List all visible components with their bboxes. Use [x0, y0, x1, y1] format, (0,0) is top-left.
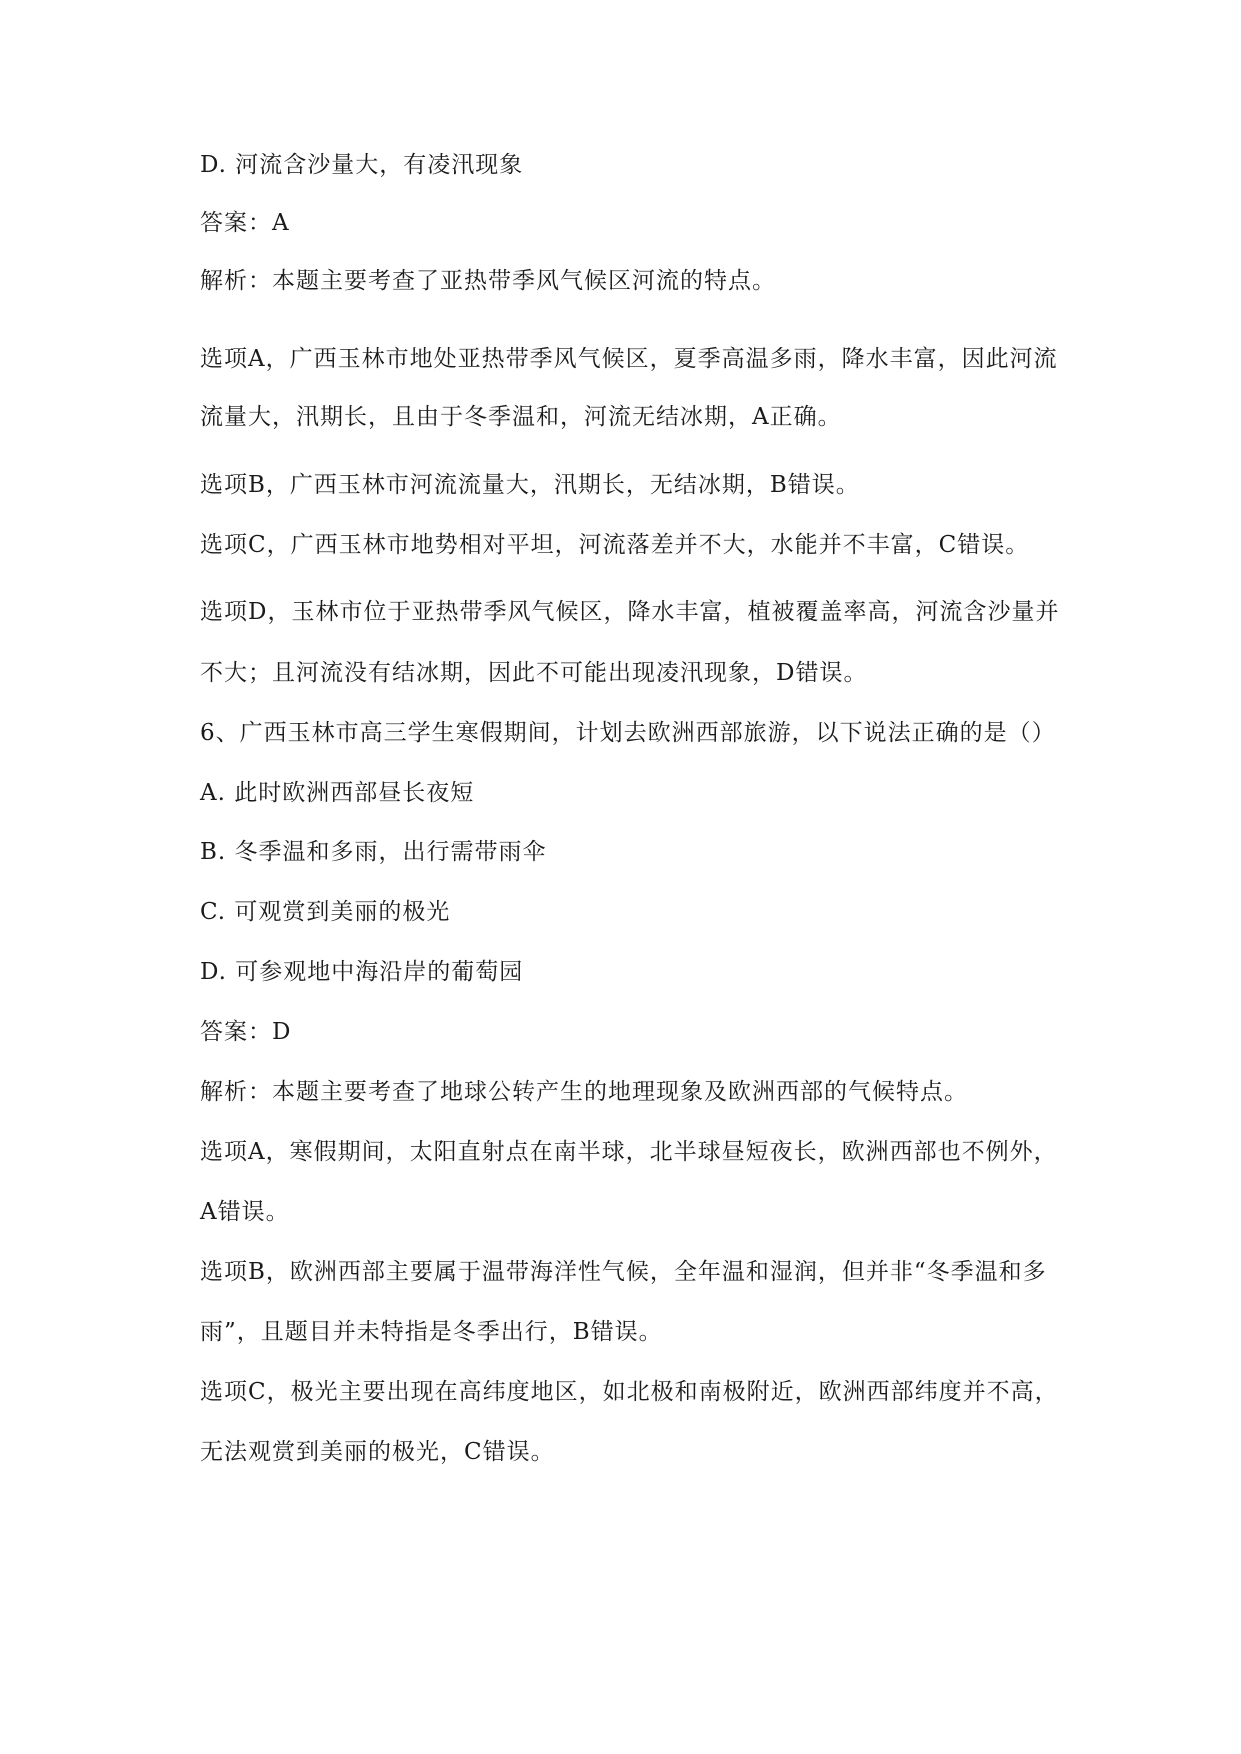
explanation-line: 雨”，且题目并未特指是冬季出行，B错误。 [200, 1319, 663, 1345]
explanation-line: 选项B，欧洲西部主要属于温带海洋性气候，全年温和湿润，但并非“冬季温和多 [200, 1259, 1047, 1285]
explanation-line: 选项A，寒假期间，太阳直射点在南半球，北半球昼短夜长，欧洲西部也不例外， [200, 1139, 1058, 1165]
option-b-line: B. 冬季温和多雨，出行需带雨伞 [200, 839, 547, 865]
explanation-line: A错误。 [200, 1199, 290, 1225]
analysis-line: 解析：本题主要考查了亚热带季风气候区河流的特点。 [200, 268, 776, 294]
option-c-line: C. 可观赏到美丽的极光 [200, 899, 451, 925]
option-d-line: D. 可参观地中海沿岸的葡萄园 [200, 959, 524, 985]
explanation-line: 选项C，极光主要出现在高纬度地区，如北极和南极附近，欧洲西部纬度并不高， [200, 1379, 1059, 1405]
explanation-line: 流量大，汛期长，且由于冬季温和，河流无结冰期，A正确。 [200, 404, 842, 430]
option-a-line: A. 此时欧洲西部昼长夜短 [200, 780, 475, 806]
question-stem: 6、广西玉林市高三学生寒假期间，计划去欧洲西部旅游，以下说法正确的是（） [200, 720, 1056, 746]
answer-line: 答案：D [200, 1019, 292, 1045]
option-d-line: D. 河流含沙量大，有凌汛现象 [200, 152, 524, 178]
answer-line: 答案：A [200, 210, 290, 236]
analysis-line: 解析：本题主要考查了地球公转产生的地理现象及欧洲西部的气候特点。 [200, 1079, 968, 1105]
explanation-line: 选项D，玉林市位于亚热带季风气候区，降水丰富，植被覆盖率高，河流含沙量并 [200, 599, 1060, 625]
explanation-line: 选项C，广西玉林市地势相对平坦，河流落差并不大，水能并不丰富，C错误。 [200, 532, 1030, 558]
explanation-line: 无法观赏到美丽的极光，C错误。 [200, 1439, 555, 1465]
explanation-line: 选项A，广西玉林市地处亚热带季风气候区，夏季高温多雨，降水丰富，因此河流 [200, 346, 1058, 372]
explanation-line: 不大；且河流没有结冰期，因此不可能出现凌汛现象，D错误。 [200, 660, 868, 686]
explanation-line: 选项B，广西玉林市河流流量大，汛期长，无结冰期，B错误。 [200, 472, 860, 498]
